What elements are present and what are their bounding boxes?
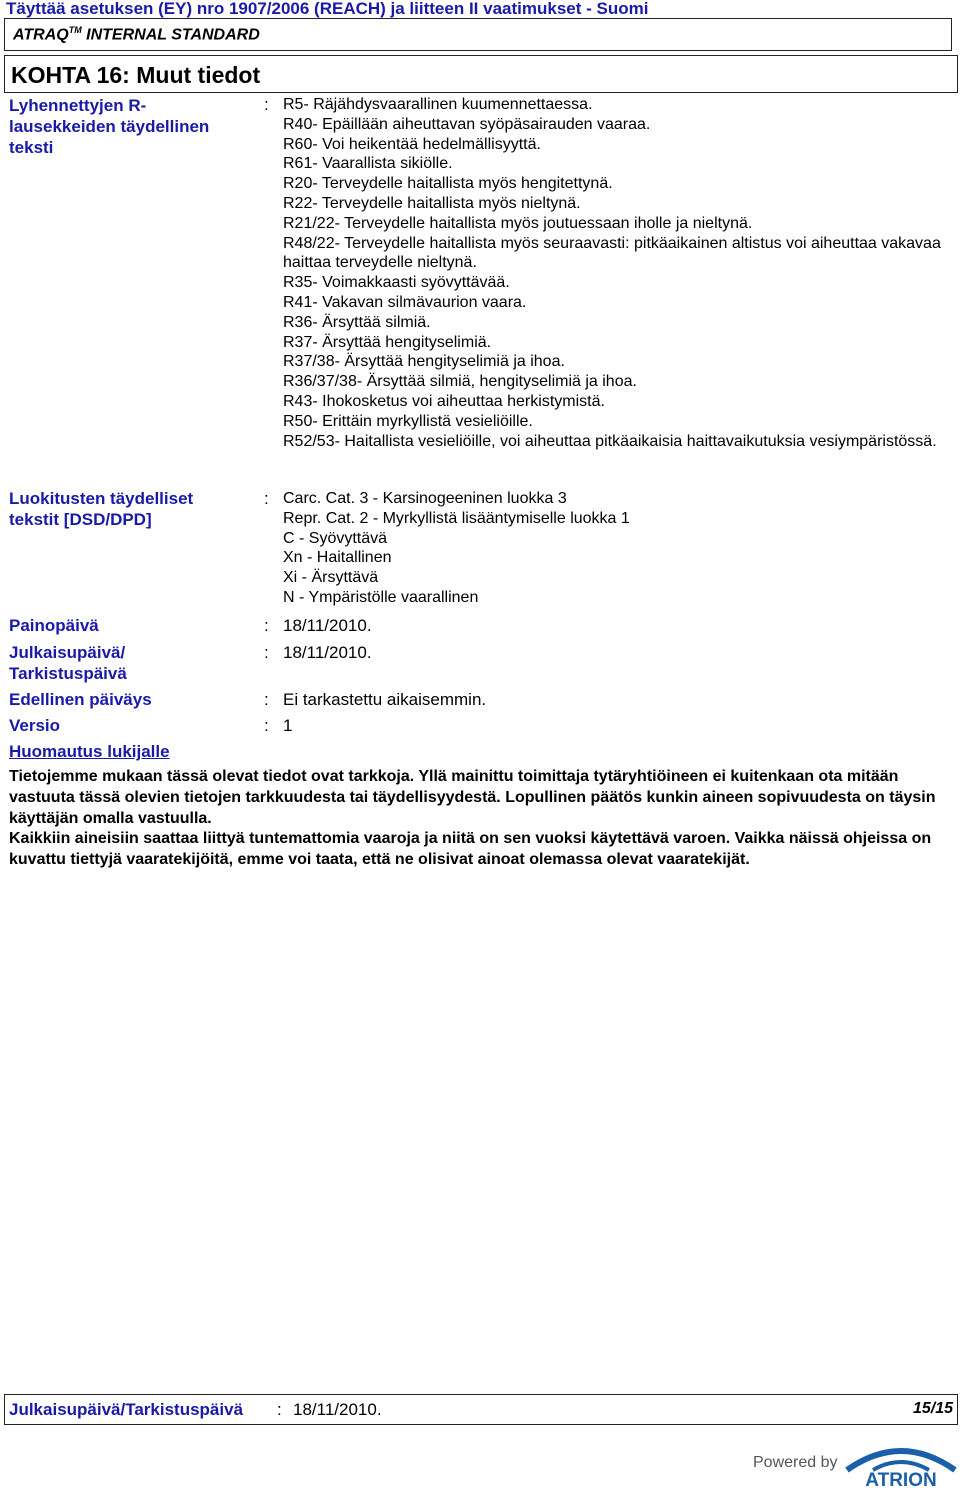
classification-item: Xn - Haitallinen <box>283 549 392 567</box>
classification-item: C - Syövyttävä <box>283 529 388 547</box>
r-phrase-item: R48/22- Terveydelle haitallista myös seuraavasti: pitkäaikainen altistus voi aiheuttaa vakavaa haittaa terveydelle nieltynä. <box>283 234 941 272</box>
r-phrase-item: R52/53- Haitallista vesieliöille, voi aiheuttaa pitkäaikaisia haittavaikutuksia vesiympäristössä. <box>283 432 937 450</box>
version-label: Versio <box>9 716 61 735</box>
issue-date-value: 18/11/2010. <box>283 643 372 662</box>
r-phrase-item: R35- Voimakkaasti syövyttävää. <box>283 274 510 292</box>
classification-item: Repr. Cat. 2 - Myrkyllistä lisääntymiselle luokka 1 <box>283 509 630 527</box>
classifications-label: Luokitusten täydelliset tekstit [DSD/DPD] <box>9 489 194 529</box>
footer-box <box>4 1394 958 1425</box>
print-date-colon: : <box>264 616 269 635</box>
section-header <box>4 55 958 93</box>
standard-title <box>13 25 260 44</box>
r-phrase-item: R36/37/38- Ärsyttää silmiä, hengityselimiä ja ihoa. <box>283 373 637 391</box>
reader-notice <box>9 767 954 871</box>
classifications-colon: : <box>264 489 269 508</box>
r-phrase-item: R5- Räjähdysvaarallinen kuumennettaessa. <box>283 96 593 113</box>
r-phrases-colon: : <box>264 95 269 114</box>
r-phrase-item: R37- Ärsyttää hengityselimiä. <box>283 333 492 351</box>
previous-date-label: Edellinen päiväys <box>9 690 152 709</box>
r-phrase-item: R43- Ihokosketus voi aiheuttaa herkistymistä. <box>283 392 605 410</box>
regulation-header: Täyttää asetuksen (EY) nro 1907/2006 (REACH) ja liitteen II vaatimukset - Suomi <box>6 0 649 18</box>
classification-item: Xi - Ärsyttävä <box>283 569 379 587</box>
section-title: KOHTA 16: Muut tiedot <box>11 62 261 88</box>
trademark-mark: TM <box>68 25 82 35</box>
reader-notice-label: Huomautus lukijalle <box>9 742 170 761</box>
standard-suffix: INTERNAL STANDARD <box>81 26 260 44</box>
classifications-list <box>283 489 951 608</box>
r-phrase-item: R41- Vakavan silmävaurion vaara. <box>283 293 527 311</box>
version-colon: : <box>264 716 269 735</box>
standard-name: ATRAQ <box>13 26 69 44</box>
issue-date-colon: : <box>264 643 269 662</box>
r-phrase-item: R37/38- Ärsyttää hengityselimiä ja ihoa. <box>283 353 565 371</box>
footer-issue-date-value: 18/11/2010. <box>293 1400 382 1419</box>
footer-colon: : <box>277 1400 282 1419</box>
footer-issue-date-label: Julkaisupäivä/Tarkistuspäivä <box>9 1400 244 1419</box>
issue-date-label: Julkaisupäivä/ Tarkistuspäivä <box>9 643 127 683</box>
page-number: 15/15 <box>912 1400 953 1417</box>
classification-item: N - Ympäristölle vaarallinen <box>283 588 479 606</box>
standard-box <box>4 18 952 51</box>
logo-inner-arc-icon <box>873 1462 929 1470</box>
r-phrase-item: R22- Terveydelle haitallista myös nieltynä. <box>283 194 581 212</box>
print-date-label: Painopäivä <box>9 616 99 635</box>
notice-paragraph-1: Tietojemme mukaan tässä olevat tiedot ovat tarkkoja. Yllä mainittu toimittaja tytäryhtiöineen ei kuitenkaan ota mitään vastuuta tässä olevien tietojen tarkkuudesta tai täydellisyydestä. Lopullinen päätös kunkin aineen sopivuudesta on täysin käyttäjän omalla vastuulla. <box>9 768 936 827</box>
r-phrase-item: R21/22- Terveydelle haitallista myös joutuessaan iholle ja nieltynä. <box>283 214 753 232</box>
version-value: 1 <box>283 716 293 735</box>
previous-date-colon: : <box>264 690 269 709</box>
previous-date-value: Ei tarkastettu aikaisemmin. <box>283 690 487 709</box>
r-phrase-item: R61- Vaarallista sikiölle. <box>283 155 453 173</box>
atrion-logo <box>843 1440 959 1490</box>
r-phrase-item: R20- Terveydelle haitallista myös hengitettynä. <box>283 175 613 193</box>
r-phrase-item: R60- Voi heikentää hedelmällisyyttä. <box>283 135 541 153</box>
classification-item: Carc. Cat. 3 - Karsinogeeninen luokka 3 <box>283 490 567 507</box>
r-phrases-label: Lyhennettyjen R-lausekkeiden täydellinen teksti <box>9 96 210 157</box>
powered-by-text: Powered by <box>753 1454 838 1471</box>
r-phrases-list <box>283 95 951 451</box>
notice-paragraph-2: Kaikkiin aineisiin saattaa liittyä tuntemattomia vaaroja ja niitä on sen vuoksi käytettävä varoen. Vaikka näissä ohjeissa on kuvattu tiettyjä vaaratekijöitä, emme voi taata, että ne olisivat ainoat olemassa olevat vaaratekijät. <box>9 830 932 869</box>
r-phrase-item: R50- Erittäin myrkyllistä vesieliöille. <box>283 412 533 430</box>
r-phrase-item: R40- Epäillään aiheuttavan syöpäsairauden vaaraa. <box>283 115 651 133</box>
print-date-value: 18/11/2010. <box>283 616 372 635</box>
logo-wordmark: ATRION <box>865 1470 937 1490</box>
r-phrase-item: R36- Ärsyttää silmiä. <box>283 313 431 331</box>
